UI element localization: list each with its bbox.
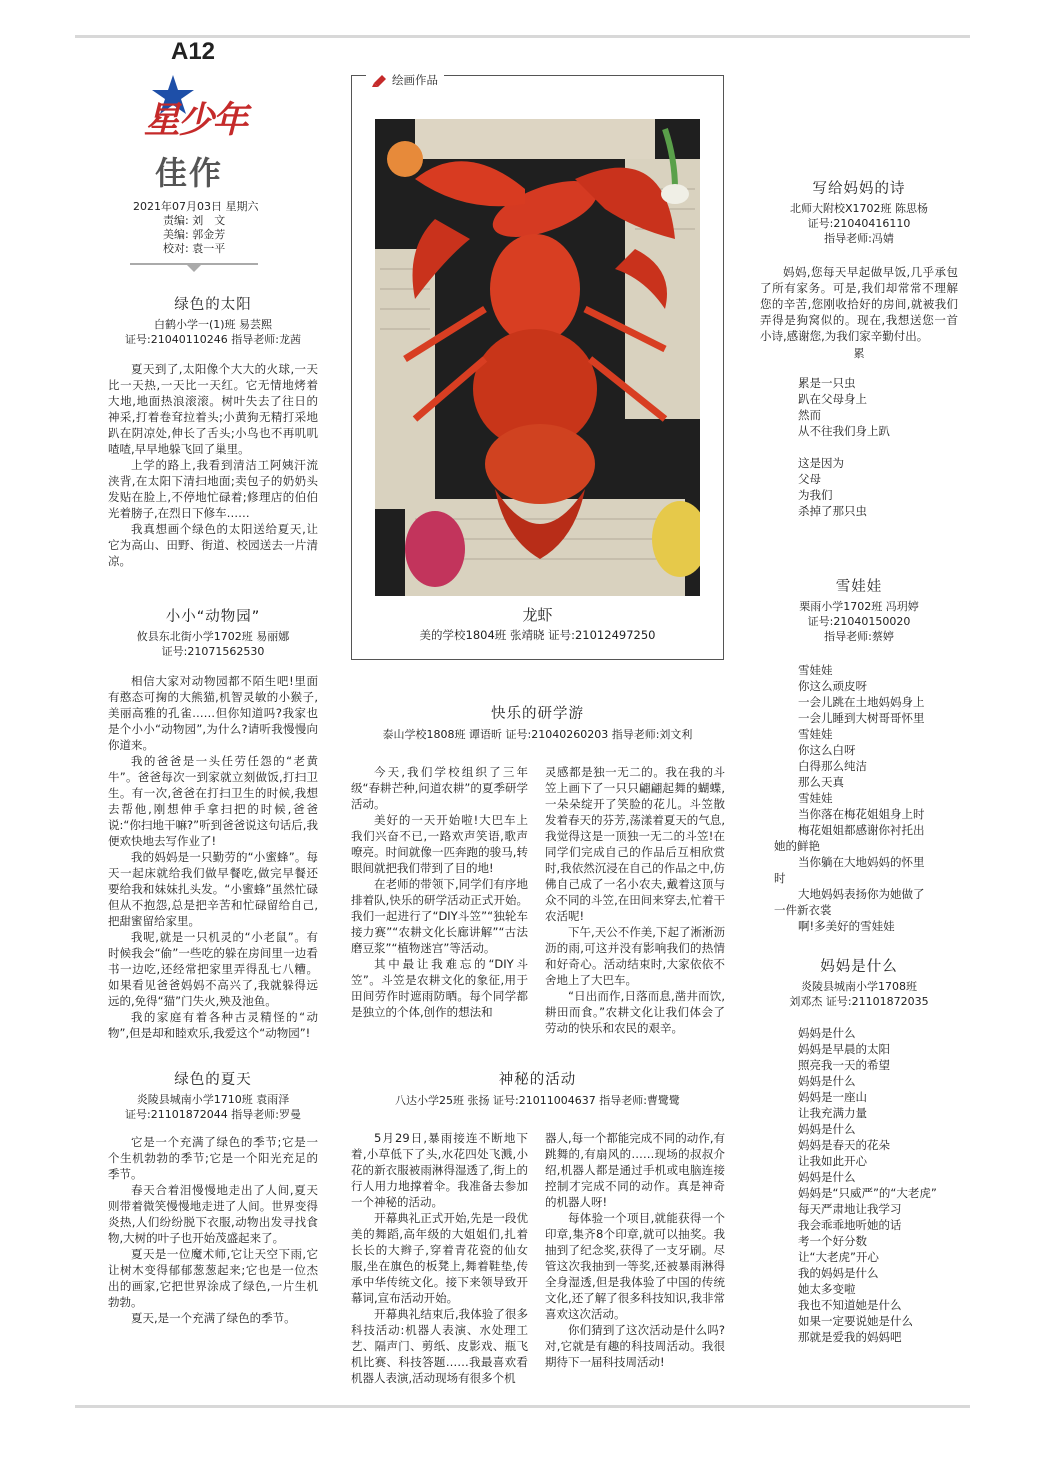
- poem-line: 我会乖乖地听她的话: [798, 1218, 902, 1232]
- article-study-tour: [351, 702, 724, 742]
- poem-line: 妈妈是什么: [798, 1170, 856, 1184]
- paragraph: 我的妈妈是一只勤劳的“小蜜蜂”。每天一起床就给我们做早餐吃,做完早餐还要给我和妹妹扎头发。“小蜜蜂”虽然忙碌但从不抱怨,总是把辛苦和忙碌留给自己,把甜蜜留给家里。: [108, 850, 318, 928]
- paragraph: 妈妈,您每天早起做早饭,几乎承包了所有家务。可是,我们却常常不理解您的辛苦,您刚收拾好的房间,就被我们弄得是狗窝似的。现在,我想送您一首小诗,感谢您,为我们家辛勤付出。: [760, 265, 958, 343]
- article-snow-doll: [760, 575, 958, 934]
- poem-line: 然而: [798, 408, 821, 422]
- poem-line: 白得那么纯洁: [798, 759, 867, 773]
- article-title: 妈妈是什么: [820, 959, 898, 975]
- poem-line: 从不往我们身上趴: [798, 424, 890, 438]
- article-cert: 证号:21071562530: [161, 645, 265, 658]
- article-title: 神秘的活动: [498, 1072, 577, 1088]
- article-author: 炎陵县城南小学1708班: [801, 980, 917, 993]
- poem-line: 你这么白呀: [798, 743, 856, 757]
- study-tour-column-1: [351, 764, 528, 1020]
- article-teacher: 指导老师:蔡婷: [824, 630, 894, 643]
- poem-line: 妈妈是什么: [798, 1074, 856, 1088]
- star-logo-icon: [138, 70, 268, 150]
- poem-line: 时: [774, 871, 786, 885]
- bottom-rule: [75, 1405, 970, 1408]
- paragraph: 春天合着泪慢慢地走出了人间,夏天则带着微笑慢慢地走进了人间。世界变得炎热,人们纷纷脱下衣服,动物出发寻找食物,大树的叶子也开始茂盛起来了。: [108, 1183, 318, 1245]
- section-title: 佳作: [155, 154, 224, 192]
- poem-lines: [760, 662, 958, 934]
- paragraph: “日出而作,日落而息,凿井而饮,耕田而食。”农耕文化让我们体会了劳动的快乐和农民的艰辛。: [545, 989, 725, 1035]
- poem-line: 我也不知道她是什么: [798, 1298, 902, 1312]
- poem-line: 每天严肃地让我学习: [798, 1202, 902, 1216]
- paragraph: 我的家庭有着各种古灵精怪的“动物”,但是却和睦欢乐,我爱这个“动物园”!: [108, 1010, 318, 1040]
- poem-line: 那么天真: [798, 775, 844, 789]
- article-author: 北师大附校X1702班 陈思杨: [789, 202, 929, 215]
- poem-line: 让我充满力量: [798, 1106, 867, 1120]
- poem-line: 雪娃娃: [798, 791, 833, 805]
- poem-line: 一会儿睡到大树哥哥怀里: [798, 711, 925, 725]
- poem-line: 她的鲜艳: [774, 839, 820, 853]
- poem-line: 那就是爱我的妈妈吧: [798, 1330, 902, 1344]
- mystery-column-2: [545, 1130, 725, 1370]
- poem-line: 妈妈是春天的花朵: [798, 1138, 890, 1152]
- poem-line: 我的妈妈是什么: [798, 1266, 879, 1280]
- paragraph: 其中最让我难忘的“DIY斗笠”。斗笠是农耕文化的象征,用于田间劳作时遮雨防晒。每个同学都是独立的个体,创作的想法和: [351, 957, 528, 1019]
- artwork-title: 龙虾: [522, 606, 553, 624]
- article-meta: 八达小学25班 张扬 证号:21011004637 指导老师:曹鹭鹭: [395, 1094, 680, 1107]
- poem-line: 为我们: [798, 488, 833, 502]
- paragraph: 在老师的带领下,同学们有序地排着队,快乐的研学活动正式开始。我们一起进行了“DIY斗笠”“独轮车接力赛”“农耕文化长廊讲解”“古法磨豆浆”“植物迷宫”等活动。: [351, 877, 528, 955]
- article-cert: 证号:21040150020: [807, 615, 911, 628]
- article-meta: 泰山学校1808班 谭语昕 证号:21040260203 指导老师:刘文利: [382, 728, 693, 741]
- article-green-summer: [108, 1068, 318, 1326]
- divider-arrow-icon: [186, 264, 202, 272]
- poem-line: 当你躺在大地妈妈的怀里: [798, 855, 925, 869]
- poem-line: 妈妈是早晨的太阳: [798, 1042, 890, 1056]
- poem-line: 一件新衣裳: [774, 903, 832, 917]
- article-title: 写给妈妈的诗: [812, 181, 906, 197]
- pencil-icon: [372, 73, 388, 87]
- lobster-painting-image: [375, 119, 700, 596]
- paragraph: 5月29日,暴雨接连不断地下着,小草低下了头,水花四处飞溅,小花的新衣服被雨淋得湿透了,街上的行人用力地撑着伞。我准备去参加一个神秘的活动。: [351, 1131, 528, 1209]
- article-mystery: [351, 1068, 724, 1108]
- artwork-label-text: 绘画作品: [392, 73, 438, 87]
- article-cert: 刘邓杰 证号:21101872035: [789, 995, 929, 1008]
- article-body: [108, 1134, 318, 1326]
- paragraph: 夏天是一位魔术师,它让天空下雨,它让树木变得郁郁葱葱起来;它也是一位杰出的画家,它把世界涂成了绿色,一片生机勃勃。: [108, 1247, 318, 1309]
- article-intro: [760, 264, 958, 344]
- article-title: 快乐的研学游: [491, 706, 584, 722]
- page-number: A12: [171, 38, 216, 65]
- article-green-sun: [108, 293, 318, 569]
- poem-line: 雪娃娃: [798, 663, 833, 677]
- paragraph: 我真想画个绿色的太阳送给夏天,让它为高山、田野、街道、校园送去一片清凉。: [108, 522, 318, 568]
- poem-lines: [760, 1025, 958, 1345]
- proofreader: 校对: 袁一平: [163, 242, 226, 255]
- paragraph: 美好的一天开始啦!大巴车上我们兴奋不已,一路欢声笑语,歌声嘹亮。时间就像一匹奔跑的骏马,转眼间就把我们带到了目的地!: [351, 813, 528, 875]
- paragraph: 我呢,就是一只机灵的“小老鼠”。有时候我会“偷”一些吃的躲在房间里一边看书一边吃,还经常把家里弄得乱七八糟。如果看见爸爸妈妈不高兴了,我就躲得远远的,免得“猫”门失火,殃及池鱼。: [108, 930, 318, 1008]
- poem-title: 累: [853, 347, 865, 360]
- paragraph: 器人,每一个都能完成不同的动作,有跳舞的,有扇风的……现场的叔叔介绍,机器人都是通过手机或电脑连接控制才完成不同的动作。真是神奇的机器人呀!: [545, 1131, 725, 1209]
- poem-line: 妈妈是什么: [798, 1026, 856, 1040]
- poem-line: 妈妈是什么: [798, 1122, 856, 1136]
- poem-line: 让“大老虎”开心: [798, 1250, 879, 1264]
- lobster-painting: [375, 119, 700, 596]
- masthead-text: 星少年: [144, 99, 247, 141]
- poem-line: 大地妈妈表扬你为她做了: [798, 887, 925, 901]
- poem-line: 考一个好分数: [798, 1234, 867, 1248]
- poem-line: 这是因为: [798, 456, 844, 470]
- paragraph: 每体验一个项目,就能获得一个印章,集齐8个印章,就可以抽奖。我抽到了纪念奖,获得了一支牙刷。尽管这次我抽到一等奖,还被暴雨淋得全身湿透,但是我体验了中国的传统文化,还了解了很多科技知识,我非常喜欢这次活动。: [545, 1211, 725, 1321]
- article-author: 炎陵县城南小学1710班 袁雨泽: [136, 1093, 290, 1106]
- poem-line: 父母: [798, 472, 821, 486]
- article-cert: 证号:21040416110: [807, 217, 911, 230]
- paragraph: 开幕典礼正式开始,先是一段优美的舞蹈,高年级的大姐姐们,扎着长长的大辫子,穿着青花瓷的仙女服,坐在旗色的板凳上,舞着鞋垫,传承中华传统文化。接下来领导致开幕词,宣布活动开始。: [351, 1211, 528, 1305]
- article-author: 攸县东北街小学1702班 易丽娜: [136, 630, 290, 643]
- poem-line: 趴在父母身上: [798, 392, 867, 406]
- poem-line: 累是一只虫: [798, 376, 856, 390]
- poem-line: 照亮我一天的希望: [798, 1058, 890, 1072]
- article-poem-mom: [760, 177, 958, 519]
- poem-line: 如果一定要说她是什么: [798, 1314, 913, 1328]
- editor: 责编: 刘 文: [163, 214, 226, 227]
- poem-line: 一会儿跳在土地妈妈身上: [798, 695, 925, 709]
- paragraph: 你们猜到了这次活动是什么吗?对,它就是有趣的科技周活动。我很期待下一届科技周活动!: [545, 1323, 725, 1369]
- article-author: 栗雨小学1702班 冯玥婷: [799, 600, 919, 613]
- issue-date: 2021年07月03日 星期六: [133, 200, 259, 213]
- article-teacher: 指导老师:冯婧: [824, 232, 894, 245]
- paragraph: 下午,天公不作美,下起了淅淅沥沥的雨,可这并没有影响我们的热情和好奇心。活动结束时,大家依依不舍地上了大巴车。: [545, 925, 725, 987]
- artwork-label: [366, 72, 444, 88]
- poem-stanza-1: [760, 375, 958, 439]
- poem-line: 她太多变啦: [798, 1282, 856, 1296]
- paragraph: 它是一个充满了绿色的季节;它是一个生机勃勃的季节;它是一个阳光充足的季节。: [108, 1135, 318, 1181]
- article-title: 雪娃娃: [835, 579, 883, 595]
- poem-line: 妈妈是“只威严”的“大老虎”: [798, 1186, 937, 1200]
- poem-line: 让我如此开心: [798, 1154, 867, 1168]
- paragraph: 相信大家对动物园都不陌生吧!里面有憨态可掬的大熊猫,机智灵敏的小猴子,美丽高雅的孔雀……但你知道吗?我家也是个小小“动物园”,为什么?请听我慢慢向你道来。: [108, 674, 318, 752]
- poem-line: 杀掉了那只虫: [798, 504, 867, 518]
- mystery-column-1: [351, 1130, 528, 1386]
- designer: 美编: 郭金芳: [163, 228, 226, 241]
- article-author: 白鹤小学一(1)班 易芸熙: [153, 318, 273, 331]
- paragraph: 今天,我们学校组织了三年级“春耕芒种,问道农耕”的夏季研学活动。: [351, 765, 528, 811]
- article-title: 小小“动物园”: [165, 609, 261, 625]
- study-tour-column-2: [545, 764, 725, 1036]
- artwork-frame: [351, 75, 724, 660]
- paragraph: 上学的路上,我看到清洁工阿姨汗流浃背,在太阳下清扫地面;卖包子的奶奶头发贴在脸上,不停地忙碌着;修理店的伯伯光着膀子,在烈日下修车……: [108, 458, 318, 520]
- poem-line: 当你落在梅花姐姐身上时: [798, 807, 925, 821]
- artwork-credit: 美的学校1804班 张靖晓 证号:21012497250: [419, 628, 656, 642]
- poem-line: 啊!多美好的雪娃娃: [798, 919, 895, 933]
- paragraph: 我的爸爸是一头任劳任怨的“老黄牛”。爸爸每次一到家就立刻做饭,打扫卫生。有一次,爸爸在打扫卫生的时候,我想去帮他,刚想伸手拿扫把的时候,爸爸说:“你扫地干嘛?”听到爸爸说这句话后,我便欢快地去写作业了!: [108, 754, 318, 848]
- poem-line: 你这么顽皮呀: [798, 679, 867, 693]
- paragraph: 开幕典礼结束后,我体验了很多科技活动:机器人表演、水处理工艺、隔声门、剪纸、皮影戏、瓶飞机比赛、科技答题……我最喜欢看机器人表演,活动现场有很多个机: [351, 1307, 528, 1385]
- poem-stanza-2: [760, 455, 958, 519]
- poem-line: 雪娃娃: [798, 727, 833, 741]
- article-cert: 证号:21101872044 指导老师:罗曼: [125, 1108, 301, 1121]
- article-title: 绿色的太阳: [174, 297, 252, 313]
- paragraph: 夏天到了,太阳像个大大的火球,一天比一天热,一天比一天红。它无情地烤着大地,地面热浪滚滚。树叶失去了往日的神采,打着卷耷拉着头;小黄狗无精打采地趴在阴凉处,伸长了舌头;小鸟也不再叽叽喳喳,早早地躲飞回了巢里。: [108, 362, 318, 456]
- article-cert: 证号:21040110246 指导老师:龙茜: [125, 333, 301, 346]
- article-what-mom: [760, 955, 958, 1345]
- article-body: [108, 361, 318, 569]
- article-body: [108, 673, 318, 1041]
- paragraph: 夏天,是一个充满了绿色的季节。: [131, 1311, 296, 1325]
- issue-info: [133, 200, 259, 256]
- article-zoo: [108, 605, 318, 1041]
- poem-line: 梅花姐姐都感谢你衬托出: [798, 823, 925, 837]
- article-title: 绿色的夏天: [174, 1072, 252, 1088]
- paragraph: 灵感都是独一无二的。我在我的斗笠上画下了一只只翩翩起舞的蝴蝶,一朵朵绽开了笑脸的花儿。斗笠散发着春天的芬芳,荡漾着夏天的气息,我觉得这是一顶独一无二的斗笠!在同学们完成自己的作品后互相欣赏时,我依然沉浸在自己的作品之中,仿佛自己成了一名小农夫,戴着这顶与众不同的斗笠,在田间来穿去,忙着干农活呢!: [545, 765, 725, 923]
- poem-line: 妈妈是一座山: [798, 1090, 867, 1104]
- masthead-logo: [138, 70, 268, 159]
